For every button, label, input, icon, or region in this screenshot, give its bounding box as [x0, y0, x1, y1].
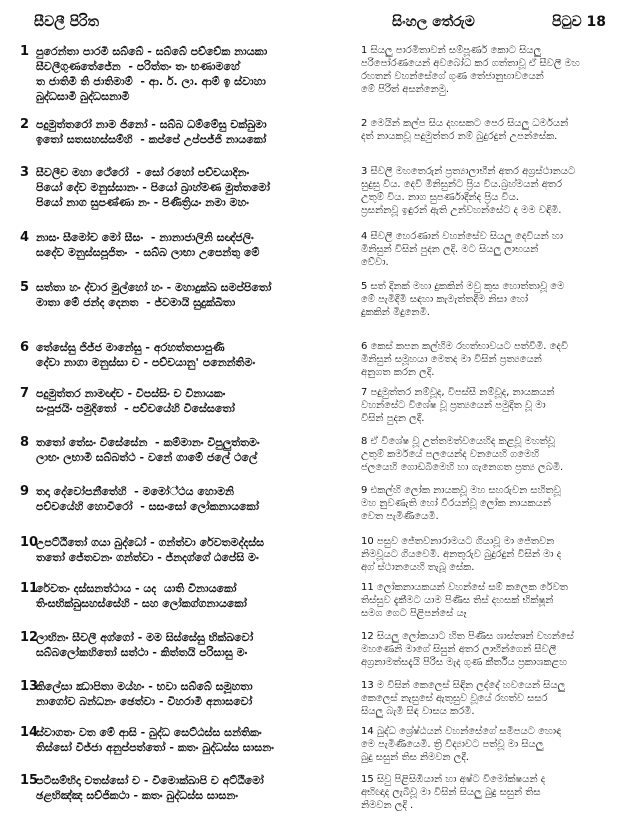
pali-verse [36, 230, 366, 260]
verse-number: 4 [20, 230, 30, 245]
translation-line: 2 මෙයින් කල්ප සිය දහසකට පෙර සියලු ධර්මයන් [361, 118, 569, 129]
pali-line: ලාභං ලභාමි සබ්බත්ථ - වනේ ගාමේ ජලේ ථලේ [36, 451, 258, 464]
translation-line: නිමවන ලදි . [361, 800, 414, 811]
pali-line: සබ්බලෝකහිතෝ සත්ථා - කිත්තයි පරිසාසු මං [36, 646, 248, 659]
pali-line: පටිසම්භිදා චතස්සෝ ච - විමොක්ඛාපි ච අට්ඨිමෝ [36, 774, 264, 787]
pali-line: තදා දේවෝපනීතේහි - මමෝ්ථය හොමනි [36, 485, 234, 498]
translation-line: කෙලෙස් නැසුසේ ඇතුසුව වූයේ රහත්ව සසර [361, 693, 548, 704]
translation-line: 13 ම විසින් කෙලෙස් සිඳින ලද්දේ හවයෙන් සියලු [361, 680, 566, 691]
sinhala-translation [361, 340, 623, 379]
translation-line: විසින් පුදන ලදී. [361, 413, 425, 424]
verse-number: 3 [20, 165, 30, 180]
header-title: සීවලී පිරිත [34, 14, 99, 30]
translation-line: 10 පසුව ජේතවනාරාමයට ගියාවූ මා ජේතවන [361, 536, 555, 547]
translation-line: 8 ඒ විශේෂ වූ උත්තමත්වයෙහිද කළවූ මහත්වූ [361, 436, 555, 447]
verse-number: 5 [20, 280, 30, 295]
pali-line: සත්තා හං ද්වාර මුල්හෝ හං - මහාදුක්ඛ සමප්පිතෝ [36, 281, 272, 294]
pali-line: තතෝ ජේතවනං ගන්ත්වා - ජ්නදග්ගේ ඨපේසි මං [36, 551, 259, 564]
translation-line: 5 සත් දිනක් මහා දුකකින් මවු කුස හොත්තාවූ මෙ [361, 281, 565, 292]
pali-line: රේවතං දස්සනත්ථාය - යද යාති විනායකෝ [36, 582, 237, 595]
translation-line: අග්‍රනාමත්සදැයි පිරිස මැද ගුණ කීර්තිය ප්‍රකාශකළහ [361, 657, 567, 668]
translation-line: 9 එකල්හි ලෝක නායකවූ මහ සහරුවන සහිතවූ [361, 485, 561, 496]
translation-line: 1 සියලු පාරමිතාවන් සම්පූර්ණ කොට සියලු [361, 45, 542, 56]
pali-line: සංපූජයිං පමුදිතෝ - පච්චයේහි විසේසතෝ [36, 402, 235, 415]
pali-verse [36, 280, 366, 310]
translation-line: මිනිසුන් සමූහයා මෙතද මා විසින් ප්‍රත්‍යයෙන් [361, 354, 542, 365]
translation-line: ප්‍රසන්නවූ ඉඳුරන් ඇති උන්වහන්සේට ද මම වඳිමි. [361, 205, 562, 216]
verse-number: 12 [20, 630, 39, 645]
translation-line: රහතන් වහන්සේගේ ගුණ තේජානුභාවයෙන් [361, 71, 544, 82]
translation-line: වේවා. [361, 257, 389, 268]
pali-line: පියෝ දේව මනුස්සානං - පියෝ බ්‍රාහ්මණ මුත්තමෝ [36, 181, 270, 194]
sinhala-translation [361, 165, 623, 217]
pali-line: බුද්ධසාමී බුද්ධසනාමී [36, 90, 130, 103]
sinhala-translation [361, 484, 623, 523]
verse-number: 2 [20, 117, 30, 132]
translation-line: උතුම් විය. නාග සුපර්ණාදීන්ද ප්‍රිය විය. [361, 192, 519, 203]
pali-line: පුරෙන්තා පාරමී සබ්බේ - සබ්බේ පච්චේක නායකා [36, 45, 268, 58]
pali-line: ත ජාතිමි ති ජාතිමාම් - ආ. ර්. ලා. ආම් ඉ ස්වාහා [36, 75, 266, 88]
verse-number: 7 [20, 386, 30, 401]
pali-verse [36, 117, 366, 147]
sinhala-translation [361, 435, 623, 474]
page-number: පිටුව 18 [552, 14, 606, 30]
pali-line: පච්චයේහි හොවීරෝ - සසංසෝ ලෝකනායකෝ [36, 500, 260, 513]
pali-line: පදුමුත්තරෝ නාම ජිනෝ - සබ්බ ධම්මේසු චක්ඛුමා [36, 118, 267, 131]
translation-line: වෙත පැමිණියෙමි. [361, 511, 439, 522]
verse-number: 8 [20, 435, 30, 450]
verse-number: 9 [20, 484, 30, 499]
translation-line: නිමවූයට ගියවෙමි. අනතුරුව බුදුරදුන් විසින් මා ද [361, 549, 562, 560]
translation-line: පරිපෝරණයෙන් අවබෝධ කර ගත්තාවූ ඒ සීවලී මහ [361, 58, 580, 69]
pali-verse [36, 484, 366, 514]
translation-line: 3 සීවලී මහතෙරුන් ප්‍රත්‍යාලාභීන් අතර අග්‍රස්ථානයට [361, 166, 576, 177]
pali-verse [36, 773, 366, 803]
pali-verse [36, 386, 366, 416]
translation-line: තිස්සුව දැකීමට යාම පිණිස තිස් දහසක් භික්ෂූන් [361, 595, 554, 606]
pali-verse [36, 435, 366, 465]
translation-line: සමග ගෙට පිළිපන්සේ යෑ [361, 608, 467, 619]
translation-line: 12 සියලු ලෝකයාට හිත පිණිස ශාස්තෘන් වහන්සේ [361, 631, 574, 642]
pali-line: මාතා මේ ජන්ද දෙනත - ජ්වමායි සුදුක්ඛිතා [36, 296, 236, 309]
pali-line: තේසේසු ජිජ්ජ මානේසු - අරහත්තපාපුණි [36, 341, 225, 354]
translation-line: 6 කෙස් කපන කල්හිම රහත්භාවයට පත්වීමි. දෙවි [361, 341, 569, 352]
pali-line: තිස්සෝ විජ්ජා අනුප්පත්තෝ - කතං බුද්ධස්ස සාසනං [36, 741, 274, 754]
translation-line: මිනිසුන් විසින් පුදන ලදි. මට සියලු ලාභයන් [361, 244, 539, 255]
verse-number: 15 [20, 773, 39, 788]
translation-line: 14 බුද්ධ ශ්‍රේෂ්ඨයන් වහන්සේගේ සමීපයට හොඳ [361, 726, 562, 737]
pali-line: සීවලීච මහා ථේරෝ - සෝ රහෝ පච්චයාදිනං [36, 166, 250, 179]
sinhala-translation [361, 117, 623, 143]
pali-verse [36, 725, 366, 755]
pali-line: ස්වාගතං වත මේ ආසි - බුද්ධ සෙට්ඨස්ස සන්තිකං [36, 726, 262, 739]
sinhala-translation [361, 230, 623, 269]
translation-line: අනුගත කරන ලදි. [361, 367, 435, 378]
pali-line: උපට්ඨිතෝ ගයා බුද්ධෝ - ගන්ත්වා රේවතමද්දස්ස [36, 536, 265, 549]
translation-line: දත් නායකවූ පදුමුත්තර නම් බුදුරදුන් උපන්සේක. [361, 131, 558, 142]
pali-line: පියෝ නාග සුපණ්ණා නං - පිණිත්‍රියං නමා මහං [36, 196, 249, 209]
translation-line: අභිඥාද ලැබීවූ මා විසින් සියලු බුදු සසුන් තිස [361, 787, 541, 798]
translation-line: බුදු සසුන් තිස නිමවන ලදී. [361, 752, 469, 763]
translation-line: ජලයෙහි ගොඩබිමෙහි හා ගැනෙගත ප්‍රත්‍ය ලබමි. [361, 462, 564, 473]
pali-line: ලාභිනං සීවලී අග්ගෝ - මම සිස්සේසු භික්ඛවෝ [36, 631, 254, 644]
header-translation-title: සිංහල තේරුම [392, 14, 475, 30]
translation-line: 11 ලෝකනායකයන් වහන්සේ සම් කලෙක රේවත [361, 582, 568, 593]
translation-line: මහණෙනි මාගේ සිසුන් අතර ලාභීන්ගෙන් සීවලී [361, 644, 557, 655]
pali-line: කිලේසා ඣාපිතා මය්හං - භවා සබ්බේ සමූහතා [36, 680, 253, 693]
sinhala-translation [361, 535, 623, 574]
pali-verse [36, 535, 366, 565]
verse-number: 14 [20, 725, 39, 740]
pali-line: තිංසභික්ඛුසහස්සේහි - සහ ලෝකග්ගනායකෝ [36, 597, 247, 610]
translation-line: 7 පදුමුත්තර නම්වූද, විපස්සී නම්වූද, නායකයන් [361, 387, 555, 398]
sinhala-translation [361, 773, 623, 812]
sinhala-translation [361, 386, 623, 425]
verse-number: 13 [20, 679, 39, 694]
sinhala-translation [361, 725, 623, 764]
verse-number: 11 [20, 581, 39, 596]
pali-line: පදුමුත්තර නාමඥ්ච - විපස්සිං ච විනායකං [36, 387, 226, 400]
pali-line: දේවා නාගා මනුස්සා ච - පච්චයානු' පනෙන්තිමං [36, 356, 256, 369]
translation-line: අග් ස්ථානයෙහි තැබූ සේක. [361, 562, 475, 573]
pali-line: නාසං සීමෝච මෝ සීසං - නානාජාලිනි සඥ්ජලිං [36, 231, 254, 244]
pali-verse [36, 581, 366, 611]
pali-line: සදේව මනුස්සපූජිතං - සබ්බ ලාභා උපෙන්තු මේ [36, 246, 260, 259]
translation-line: මහ නුවණැති හෝ වීරයන්වූ ලෝක නායකයන් [361, 498, 551, 509]
pali-verse [36, 44, 366, 104]
translation-line: මේ පිරිත් අසන්නෙමු. [361, 84, 450, 95]
sinhala-translation [361, 679, 623, 718]
sinhala-translation [361, 581, 623, 620]
translation-line: සියලු බැමි සිඳ වාසය කරමි. [361, 706, 475, 717]
page-header [20, 14, 620, 44]
pali-line: තතෝ තේසං විසේසේන - කම්මානං විපුලුත්තමං [36, 436, 260, 449]
verse-number: 1 [20, 44, 30, 59]
pali-verse [36, 679, 366, 709]
pali-line: නාගෝව බන්ධනං ඡෙත්වා - විහරාමි අනාසවෝ [36, 695, 253, 708]
pali-verse [36, 340, 366, 370]
pali-line: ඡළභිඤ්ඤ සච්ජිකථා - කතං බුද්ධස්ස සාසනං [36, 789, 239, 802]
pali-line: සීවලීගුණතේජේන - පරිත්තං තං භණාමහේ [36, 60, 240, 73]
translation-line: මේ පැමිදීමි සඳහා කැමැත්තදීම නිසා හෝ [361, 294, 529, 305]
verse-number: 6 [20, 340, 30, 355]
sinhala-translation [361, 44, 623, 96]
translation-line: සුදුසු විය. දෙවි මිනිසුන්ට ප්‍රිය විය.බ්‍රහ්මයන් අතර [361, 179, 563, 190]
translation-line: 4 සීවලී හෙරණාන් වහන්සේව සියලු දෙවියන් හා [361, 231, 564, 242]
verse-number: 10 [20, 535, 39, 550]
translation-line: උතුම් කර්මයේ පලයෙන්ද වනයෙහි ගමෙහි [361, 449, 540, 460]
translation-line: දුකකින් මිදුනෙමි. [361, 307, 430, 318]
pali-line: ඉතෝ සතසහස්සම්හි - කප්පේ උප්පජ්ජි නායකෝ [36, 133, 267, 146]
pali-verse [36, 630, 366, 660]
translation-line: මෙ පැමිණියෙමි. ත්‍රි විද්‍යාවට පත්වූ මා සියලු [361, 739, 544, 750]
translation-line: 15 සිවු පිළිසිඹියාන් හා අෂ්ට විමෝක්ෂයන් ද [361, 774, 546, 785]
sinhala-translation [361, 630, 623, 669]
pali-verse [36, 165, 366, 210]
sinhala-translation [361, 280, 623, 319]
translation-line: වහන්සේට විශේෂ වූ ප්‍රත්‍යයෙන් පමුදිත වූ මා [361, 400, 546, 411]
